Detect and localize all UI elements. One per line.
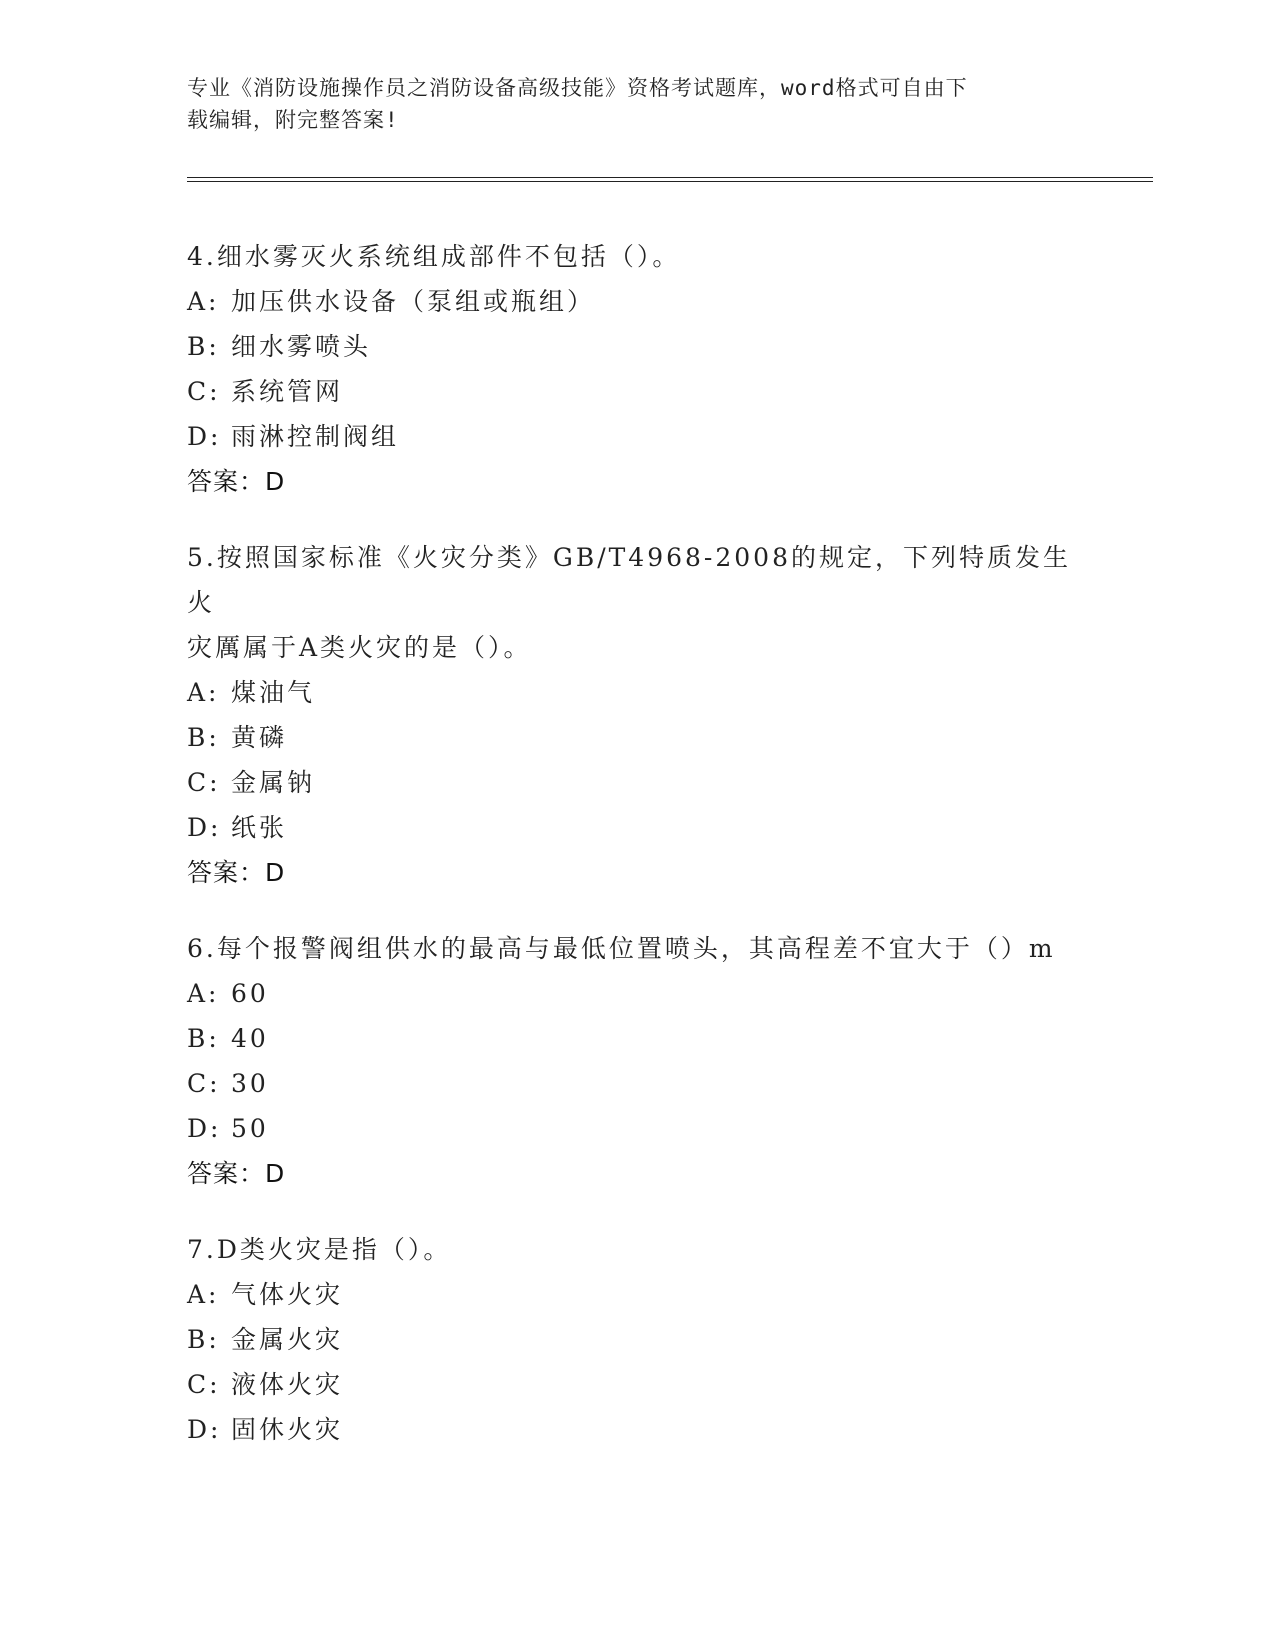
option-key: C:: [187, 768, 221, 797]
option-text: 40: [231, 1024, 269, 1053]
answer-option: [187, 1317, 1087, 1362]
option-key: C:: [187, 1370, 221, 1399]
option-text: 雨淋控制阀组: [231, 422, 400, 451]
question-stem: 灾厲属于A类火灾的是（）。: [187, 633, 532, 662]
header-divider-top: [187, 177, 1153, 178]
option-key: B:: [187, 1325, 220, 1354]
answer-option: [187, 760, 1087, 805]
header-divider-bottom: [187, 181, 1153, 182]
option-text: 黄磷: [231, 723, 288, 752]
answer-option: [187, 971, 1087, 1016]
option-text: 30: [231, 1069, 269, 1098]
option-key: A:: [187, 979, 220, 1008]
answer-option: [187, 369, 1087, 414]
answer-line: 答案：D: [187, 1159, 286, 1188]
question-block: [187, 234, 1087, 505]
option-key: B:: [187, 332, 220, 361]
option-text: 纸张: [231, 813, 288, 842]
answer-option: [187, 279, 1087, 324]
option-key: A:: [187, 1280, 220, 1309]
option-text: 气体火灾: [231, 1280, 344, 1309]
intro-line: 载编辑，附完整答案!: [187, 108, 399, 132]
option-text: 60: [231, 979, 269, 1008]
question-list: [187, 234, 1087, 1482]
document-intro: [187, 72, 1067, 136]
question-stem: 4.细水雾灭火系统组成部件不包括（）。: [187, 242, 681, 271]
option-key: D:: [187, 813, 222, 842]
answer-line: 答案：D: [187, 467, 286, 496]
answer-option: [187, 324, 1087, 369]
answer-line: 答案：D: [187, 858, 286, 887]
option-key: B:: [187, 1024, 220, 1053]
question-stem: 5.按照国家标准《火灾分类》GB/T4968-2008的规定，下列特质发生火: [187, 543, 1071, 617]
option-text: 液体火灾: [231, 1370, 344, 1399]
answer-option: [187, 715, 1087, 760]
option-text: 金属火灾: [231, 1325, 344, 1354]
answer-option: [187, 670, 1087, 715]
question-block: [187, 1227, 1087, 1452]
question-block: [187, 926, 1087, 1197]
question-block: [187, 535, 1087, 896]
answer-option: [187, 805, 1087, 850]
option-text: 固休火灾: [231, 1415, 344, 1444]
option-text: 细水雾喷头: [231, 332, 372, 361]
option-text: 金属钠: [231, 768, 316, 797]
answer-option: [187, 1106, 1087, 1151]
option-key: D:: [187, 1114, 222, 1143]
answer-option: [187, 1016, 1087, 1061]
option-key: B:: [187, 723, 220, 752]
answer-option: [187, 1061, 1087, 1106]
option-key: C:: [187, 377, 221, 406]
answer-option: [187, 414, 1087, 459]
option-key: D:: [187, 422, 222, 451]
option-key: A:: [187, 678, 220, 707]
option-key: A:: [187, 287, 220, 316]
option-text: 煤油气: [231, 678, 316, 707]
intro-line: 专业《消防设施操作员之消防设备高级技能》资格考试题库，word格式可自由下: [187, 76, 968, 100]
answer-option: [187, 1407, 1087, 1452]
option-text: 系统管网: [231, 377, 344, 406]
question-stem: 7.D类火灾是指（）。: [187, 1235, 452, 1264]
option-text: 50: [231, 1114, 269, 1143]
answer-option: [187, 1272, 1087, 1317]
option-key: D:: [187, 1415, 222, 1444]
answer-option: [187, 1362, 1087, 1407]
option-text: 加压供水设备（泵组或瓶组）: [231, 287, 596, 316]
option-key: C:: [187, 1069, 221, 1098]
question-stem: 6.每个报警阀组供水的最高与最低位置喷头，其高程差不宜大于（）m: [187, 934, 1056, 963]
